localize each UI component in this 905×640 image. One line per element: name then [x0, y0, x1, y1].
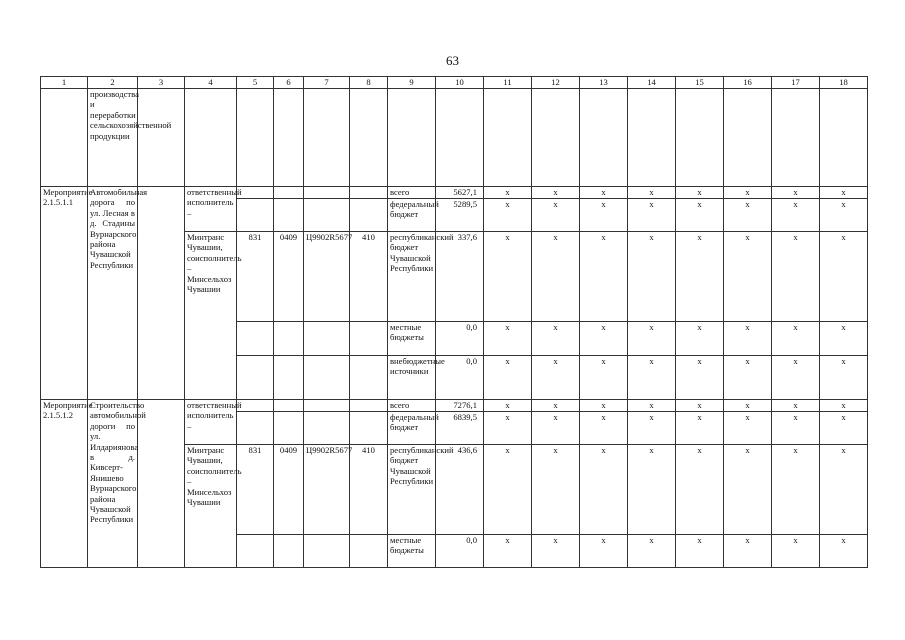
empty-cell	[274, 187, 304, 199]
empty-cell	[304, 412, 350, 445]
empty-cell	[274, 535, 304, 568]
x-mark: х	[820, 199, 868, 232]
funding-source: всего	[388, 400, 436, 412]
col-header: 8	[350, 77, 388, 89]
col-header: 3	[138, 77, 185, 89]
col-header: 4	[185, 77, 237, 89]
x-mark: х	[628, 199, 676, 232]
executor-body: Минтранс Чувашии, соисполнитель – Минсельхоз Чувашии	[185, 445, 237, 568]
empty-cell	[274, 400, 304, 412]
x-mark: х	[820, 535, 868, 568]
col-header: 11	[484, 77, 532, 89]
empty-cell	[724, 89, 772, 187]
x-mark: х	[580, 187, 628, 199]
x-mark: х	[484, 535, 532, 568]
col-header: 6	[274, 77, 304, 89]
rzpr-code: 0409	[274, 232, 304, 322]
empty-cell	[237, 535, 274, 568]
vr-code: 410	[350, 445, 388, 535]
col-header: 12	[532, 77, 580, 89]
csr-code: Ц9902R5677	[304, 232, 350, 322]
budget-table	[40, 76, 868, 568]
empty-cell	[237, 322, 274, 356]
x-mark: х	[772, 356, 820, 400]
empty-cell	[237, 89, 274, 187]
x-mark: х	[532, 199, 580, 232]
x-mark: х	[724, 187, 772, 199]
executor-body: Минтранс Чувашии, соисполнитель – Минсельхоз Чувашии	[185, 232, 237, 400]
empty-cell	[350, 187, 388, 199]
col-header: 14	[628, 77, 676, 89]
col-header: 17	[772, 77, 820, 89]
page-number: 63	[446, 53, 459, 68]
empty-cell	[350, 89, 388, 187]
empty-cell	[237, 356, 274, 400]
x-mark: х	[628, 232, 676, 322]
funding-value: 5627,1	[436, 187, 484, 199]
empty-cell	[628, 89, 676, 187]
funding-source: внебюджетные источники	[388, 356, 436, 400]
x-mark: х	[484, 322, 532, 356]
x-mark: х	[628, 445, 676, 535]
continuation-text: производства и переработки сельскохозяйственной продукции	[88, 89, 138, 187]
funding-source: федеральный бюджет	[388, 412, 436, 445]
empty-cell	[350, 412, 388, 445]
x-mark: х	[676, 232, 724, 322]
col-header: 10	[436, 77, 484, 89]
empty-cell	[388, 89, 436, 187]
x-mark: х	[580, 412, 628, 445]
x-mark: х	[724, 199, 772, 232]
x-mark: х	[724, 400, 772, 412]
measure-label: Мероприятие 2.1.5.1.2	[41, 400, 88, 568]
funding-source: федеральный бюджет	[388, 199, 436, 232]
funding-value: 0,0	[436, 535, 484, 568]
empty-cell	[820, 89, 868, 187]
x-mark: х	[772, 445, 820, 535]
x-mark: х	[772, 535, 820, 568]
col-header: 18	[820, 77, 868, 89]
x-mark: х	[580, 535, 628, 568]
funding-value: 0,0	[436, 322, 484, 356]
x-mark: х	[676, 535, 724, 568]
funding-source: местные бюджеты	[388, 322, 436, 356]
x-mark: х	[724, 445, 772, 535]
col-header: 1	[41, 77, 88, 89]
empty-cell	[138, 89, 185, 187]
x-mark: х	[532, 400, 580, 412]
empty-cell	[274, 356, 304, 400]
x-mark: х	[580, 232, 628, 322]
col-header: 15	[676, 77, 724, 89]
x-mark: х	[628, 412, 676, 445]
table-body	[41, 77, 868, 568]
continuation-row	[41, 89, 868, 187]
funding-value: 436,6	[436, 445, 484, 535]
funding-source: местные бюджеты	[388, 535, 436, 568]
empty-cell	[304, 89, 350, 187]
x-mark: х	[724, 356, 772, 400]
col-header: 9	[388, 77, 436, 89]
empty-cell	[772, 89, 820, 187]
x-mark: х	[676, 322, 724, 356]
funding-value: 5289,5	[436, 199, 484, 232]
funding-source: всего	[388, 187, 436, 199]
measure-name: Автомобильная дорога по ул. Лесная в д. Стадины Вурнарского района Чувашской Республики	[88, 187, 138, 400]
empty-cell	[304, 187, 350, 199]
x-mark: х	[772, 199, 820, 232]
empty-cell	[484, 89, 532, 187]
executor-head: ответственный исполнитель –	[185, 187, 237, 232]
funding-value: 337,6	[436, 232, 484, 322]
funding-source: республиканский бюджет Чувашской Республики	[388, 232, 436, 322]
empty-cell	[350, 199, 388, 232]
empty-cell	[274, 199, 304, 232]
x-mark: х	[628, 400, 676, 412]
empty-cell	[304, 356, 350, 400]
x-mark: х	[820, 322, 868, 356]
measure-label: Мероприятие 2.1.5.1.1	[41, 187, 88, 400]
table-row	[41, 187, 868, 199]
x-mark: х	[676, 187, 724, 199]
x-mark: х	[772, 187, 820, 199]
funding-value: 7276,1	[436, 400, 484, 412]
x-mark: х	[820, 445, 868, 535]
empty-cell	[138, 187, 185, 400]
x-mark: х	[724, 322, 772, 356]
csr-code: Ц9902R5677	[304, 445, 350, 535]
funding-source: республиканский бюджет Чувашской Республики	[388, 445, 436, 535]
empty-cell	[274, 412, 304, 445]
empty-cell	[237, 400, 274, 412]
x-mark: х	[676, 445, 724, 535]
x-mark: х	[820, 356, 868, 400]
empty-cell	[237, 199, 274, 232]
x-mark: х	[532, 356, 580, 400]
x-mark: х	[628, 187, 676, 199]
empty-cell	[237, 412, 274, 445]
table-row	[41, 400, 868, 412]
grbs-code: 831	[237, 445, 274, 535]
empty-cell	[676, 89, 724, 187]
empty-cell	[274, 89, 304, 187]
empty-cell	[304, 322, 350, 356]
x-mark: х	[772, 400, 820, 412]
x-mark: х	[532, 232, 580, 322]
col-header: 16	[724, 77, 772, 89]
x-mark: х	[820, 232, 868, 322]
x-mark: х	[676, 412, 724, 445]
x-mark: х	[484, 400, 532, 412]
x-mark: х	[580, 322, 628, 356]
x-mark: х	[580, 199, 628, 232]
x-mark: х	[532, 445, 580, 535]
empty-cell	[274, 322, 304, 356]
empty-cell	[532, 89, 580, 187]
x-mark: х	[628, 535, 676, 568]
empty-cell	[350, 322, 388, 356]
executor-head: ответственный исполнитель –	[185, 400, 237, 445]
x-mark: х	[628, 356, 676, 400]
x-mark: х	[724, 535, 772, 568]
empty-cell	[436, 89, 484, 187]
x-mark: х	[724, 232, 772, 322]
x-mark: х	[532, 322, 580, 356]
x-mark: х	[820, 412, 868, 445]
x-mark: х	[484, 232, 532, 322]
x-mark: х	[676, 400, 724, 412]
empty-cell	[580, 89, 628, 187]
rzpr-code: 0409	[274, 445, 304, 535]
x-mark: х	[724, 412, 772, 445]
x-mark: х	[820, 187, 868, 199]
header-row	[41, 77, 868, 89]
x-mark: х	[532, 412, 580, 445]
funding-value: 6839,5	[436, 412, 484, 445]
empty-cell	[350, 535, 388, 568]
empty-cell	[304, 535, 350, 568]
measure-name: Строительство автомобильной дороги по ул. Илдариянова в д. Кивсерт-Янишево Вурнарского района Чувашской Республики	[88, 400, 138, 568]
empty-cell	[138, 400, 185, 568]
x-mark: х	[676, 199, 724, 232]
empty-cell	[350, 400, 388, 412]
x-mark: х	[628, 322, 676, 356]
empty-cell	[185, 89, 237, 187]
col-header: 13	[580, 77, 628, 89]
funding-value: 0,0	[436, 356, 484, 400]
empty-cell	[304, 400, 350, 412]
empty-cell	[41, 89, 88, 187]
x-mark: х	[484, 445, 532, 535]
col-header: 5	[237, 77, 274, 89]
x-mark: х	[772, 232, 820, 322]
x-mark: х	[484, 412, 532, 445]
x-mark: х	[772, 322, 820, 356]
x-mark: х	[580, 400, 628, 412]
col-header: 2	[88, 77, 138, 89]
vr-code: 410	[350, 232, 388, 322]
empty-cell	[350, 356, 388, 400]
empty-cell	[237, 187, 274, 199]
x-mark: х	[532, 187, 580, 199]
grbs-code: 831	[237, 232, 274, 322]
x-mark: х	[580, 356, 628, 400]
x-mark: х	[484, 187, 532, 199]
x-mark: х	[676, 356, 724, 400]
x-mark: х	[484, 199, 532, 232]
x-mark: х	[772, 412, 820, 445]
col-header: 7	[304, 77, 350, 89]
x-mark: х	[820, 400, 868, 412]
empty-cell	[304, 199, 350, 232]
x-mark: х	[484, 356, 532, 400]
x-mark: х	[580, 445, 628, 535]
x-mark: х	[532, 535, 580, 568]
